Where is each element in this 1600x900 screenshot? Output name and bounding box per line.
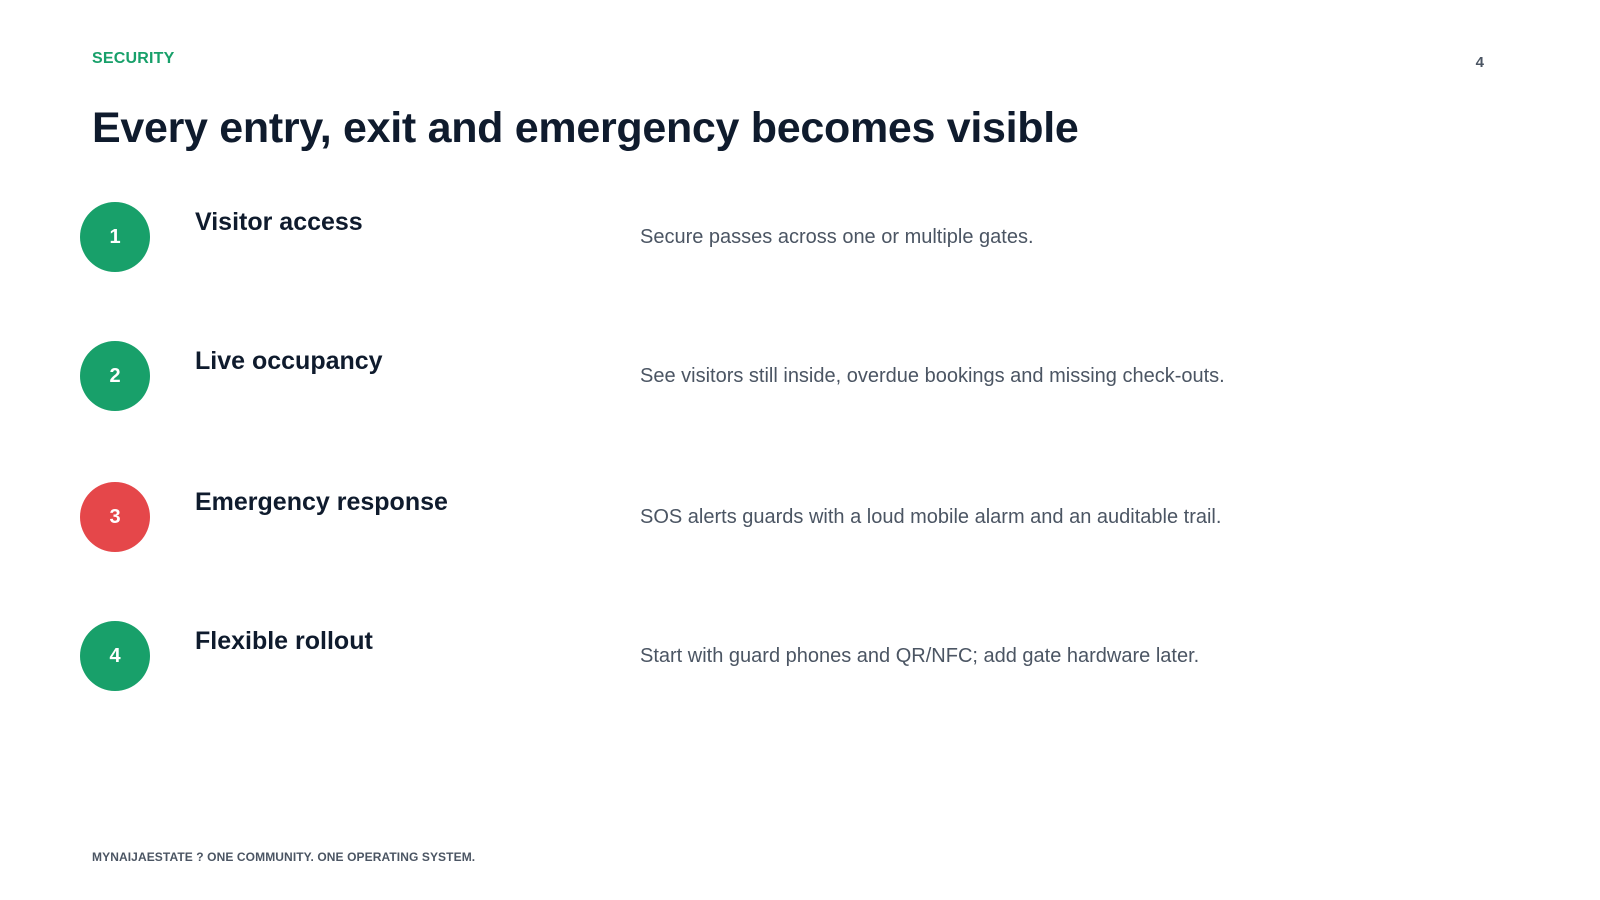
feature-item-flexible-rollout bbox=[80, 621, 1480, 691]
feature-description: Start with guard phones and QR/NFC; add gate hardware later. bbox=[640, 645, 1200, 667]
feature-description: See visitors still inside, overdue bookings and missing check-outs. bbox=[640, 365, 1225, 387]
page-title: Every entry, exit and emergency becomes visible bbox=[92, 104, 1079, 152]
feature-description: Secure passes across one or multiple gates. bbox=[640, 226, 1034, 248]
feature-description: SOS alerts guards with a loud mobile alarm and an auditable trail. bbox=[640, 506, 1222, 528]
feature-title: Emergency response bbox=[195, 488, 448, 516]
feature-item-visitor-access bbox=[80, 202, 1480, 272]
number-badge: 3 bbox=[80, 482, 150, 552]
section-eyebrow: SECURITY bbox=[92, 50, 175, 67]
number-badge: 1 bbox=[80, 202, 150, 272]
feature-title: Flexible rollout bbox=[195, 627, 373, 655]
footer-tagline: MYNAIJAESTATE ? ONE COMMUNITY. ONE OPERATING SYSTEM. bbox=[92, 850, 476, 864]
number-badge: 4 bbox=[80, 621, 150, 691]
feature-title: Visitor access bbox=[195, 208, 363, 236]
feature-item-emergency-response bbox=[80, 482, 1480, 552]
feature-item-live-occupancy bbox=[80, 341, 1480, 411]
number-badge: 2 bbox=[80, 341, 150, 411]
page-number: 4 bbox=[1475, 54, 1484, 71]
feature-title: Live occupancy bbox=[195, 347, 383, 375]
